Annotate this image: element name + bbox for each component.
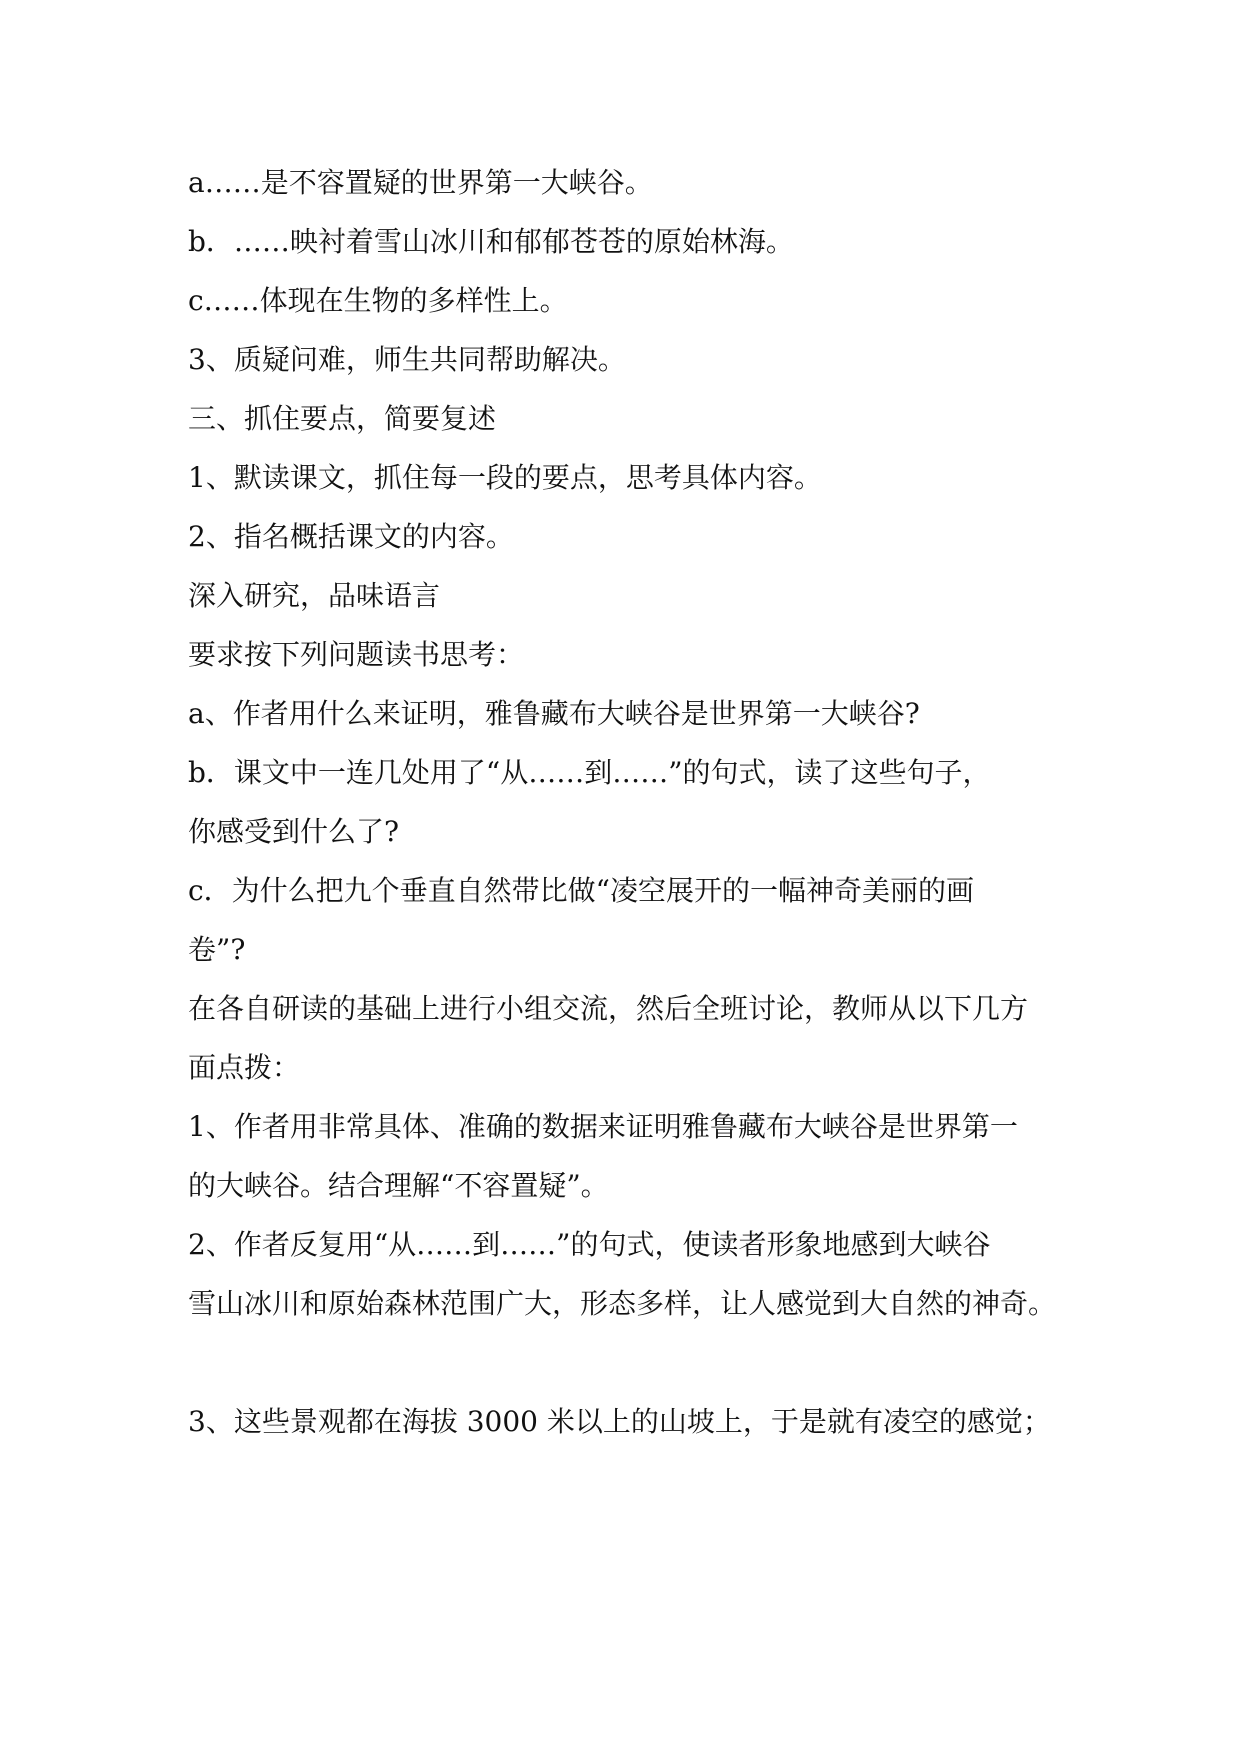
text-line: a、作者用什么来证明，雅鲁藏布大峡谷是世界第一大峡谷? [188,697,920,730]
text-line: b．……映衬着雪山冰川和郁郁苍苍的原始林海。 [188,225,794,258]
section-heading: 深入研究，品味语言 [188,579,441,612]
text-line: c……体现在生物的多样性上。 [188,284,568,317]
text-line: 你感受到什么了? [188,815,400,848]
text-line: 在各自研读的基础上进行小组交流，然后全班讨论，教师从以下几方 [188,992,1029,1025]
text-line: 1、默读课文，抓住每一段的要点，思考具体内容。 [188,461,822,494]
text-line: 的大峡谷。结合理解“不容置疑”。 [188,1169,609,1202]
text-line: 要求按下列问题读书思考： [188,638,525,671]
text-line: c．为什么把九个垂直自然带比做“凌空展开的一幅神奇美丽的画 [188,874,974,907]
text-line: 2、作者反复用“从……到……”的句式，使读者形象地感到大峡谷 [188,1228,991,1261]
text-line: 卷”? [188,933,246,966]
text-line: 面点拨： [188,1051,301,1084]
text-line: 2、指名概括课文的内容。 [188,520,514,553]
section-heading: 三、抓住要点，简要复述 [188,402,497,435]
text-line: b．课文中一连几处用了“从……到……”的句式，读了这些句子， [188,756,991,789]
text-line: 3、这些景观都在海拔 3000 米以上的山坡上，于是就有凌空的感觉； [188,1405,1051,1438]
text-line: a……是不容置疑的世界第一大峡谷。 [188,166,653,199]
text-line: 1、作者用非常具体、准确的数据来证明雅鲁藏布大峡谷是世界第一 [188,1110,1018,1143]
text-line: 雪山冰川和原始森林范围广大，形态多样，让人感觉到大自然的神奇。 [188,1287,1057,1320]
text-line: 3、质疑问难，师生共同帮助解决。 [188,343,626,376]
